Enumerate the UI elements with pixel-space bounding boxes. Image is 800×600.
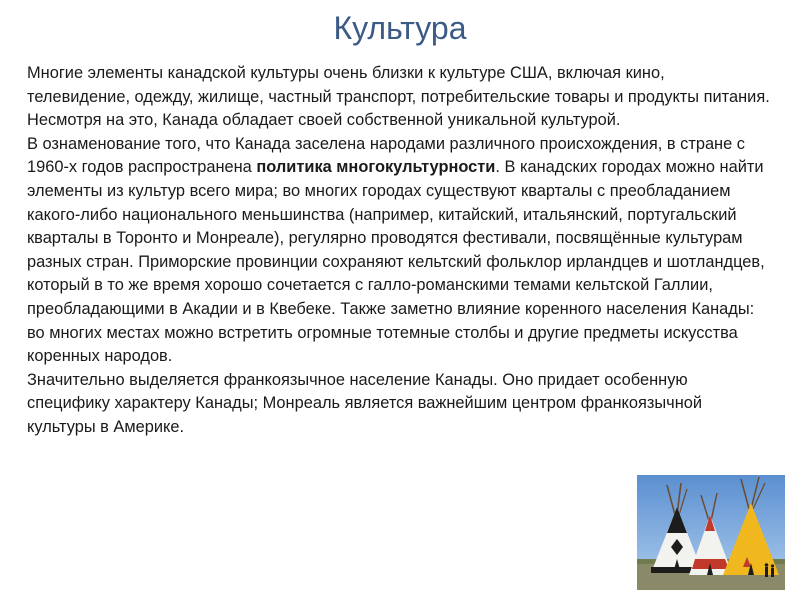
body-text bbox=[27, 62, 772, 440]
slide-title: Культура bbox=[333, 10, 467, 46]
teepees-photo bbox=[637, 475, 785, 590]
multiculturalism-term: политика многокультурности bbox=[256, 158, 496, 177]
paragraph-2-end: . В канадских городах можно найти элементы из культур всего мира; во многих городах существуют кварталы с преобладанием какого-либо национального меньшинства (например, китайский, итальянский, португальский кварталы в Торонто и Монреале), регулярно проводятся фестивали, посвящённые культурам разных стран. Приморские провинции сохраняют кельтский фольклор ирландцев и шотландцев, который в то же время хорошо сочетается с галло-романскими темами кельтской Галлии, преобладающими в Акадии и в Квебеке. Также заметно влияние коренного населения Канады: во многих местах можно встретить огромные тотемные столбы и другие предметы искусства коренных народов. bbox=[27, 158, 765, 366]
teepees-illustration bbox=[637, 475, 785, 590]
paragraph-3: Значительно выделяется франкоязычное население Канады. Оно придает особенную специфику характеру Канады; Монреаль является важнейшим центром франкоязычной культуры в Америке. bbox=[27, 370, 703, 436]
paragraph-2-start: В ознаменование того, что Канада заселена народами различного происхождения, в стране с 1960-х годов распространена bbox=[27, 134, 745, 177]
paragraph-2 bbox=[27, 133, 772, 369]
paragraph-1: Многие элементы канадской культуры очень близки к культуре США, включая кино, телевидение, одежду, жилище, частный транспорт, потребительские товары и продукты питания. Несмотря на это, Канада обладает своей собственной уникальной культурой. bbox=[27, 64, 770, 130]
